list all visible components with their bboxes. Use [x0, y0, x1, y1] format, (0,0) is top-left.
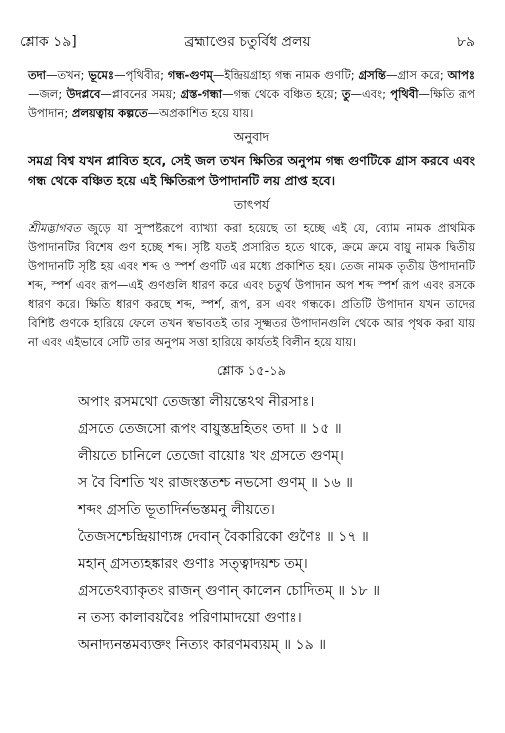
page-body: [28, 66, 475, 659]
synonym-term: গ্রস্ত-গন্ধা: [180, 87, 223, 101]
synonym-term: আপঃ: [447, 68, 476, 82]
translation-text: সমগ্র বিশ্ব যখন প্লাবিত হবে, সেই জল তখন ক্ষিতির অনুপম গন্ধ গুণটিকে গ্রাস করবে এবং গন্ধ থেকে বঞ্চিত হয়ে এই ক্ষিতিরূপ উপাদানটি লয় প্রাপ্ত হবে।: [28, 153, 475, 188]
verse-line: ন তস্য কালাবয়বৈঃ পরিণামাদয়ো গুণাঃ।: [78, 610, 302, 626]
synonym-meaning: তখন;: [57, 68, 89, 82]
synonym-meaning: ইন্দ্রিয়গ্রাহ্য গন্ধ নামক গুণটি;: [224, 68, 359, 82]
page-header: [20, 30, 475, 50]
synonym-term: গ্রসন্তি: [358, 68, 386, 82]
synonym-term: উদপ্লবে: [66, 87, 101, 101]
chapter-title: ব্রহ্মাণ্ডের চতুর্বিধ প্রলয়: [184, 34, 311, 50]
verse-line: লীয়তে চানিলে তেজো বায়োঃ খং গ্রসতে গুণম্।: [78, 448, 344, 464]
verse-line: অপাং রসমথো তেজস্তা লীয়ন্তেঽথ নীরসাঃ।: [78, 394, 315, 410]
synonym-meaning: এবং;: [362, 87, 391, 101]
synonym-term: ভূমেঃ: [88, 68, 115, 82]
word-meanings: তদা—তখন; ভূমেঃ—পৃথিবীর; গন্ধ-গুণম্—ইন্দ্রিয়গ্রাহ্য গন্ধ নামক গুণটি; গ্রসন্তি—গ্রাস করে; আপঃ—জল; উদপ্লবে—প্লাবনের সময়; গ্রস্ত-গন্ধা—গন্ধ থেকে বঞ্চিত হয়ে; তু—এবং; পৃথিবী—ক্ষিতি রূপ উপাদান; প্রলয়ত্বায় কল্পতে—অপ্রকাশিত হয়ে যায়।: [28, 68, 476, 120]
synonym-meaning: গ্রাস করে;: [397, 68, 448, 82]
purport-text: [28, 219, 475, 352]
purport-lead-title: শ্রীমদ্ভাগবত: [28, 221, 81, 235]
synonym-meaning: পৃথিবীর;: [125, 68, 168, 82]
synonym-meaning: অপ্রকাশিত হয়ে যায়।: [159, 106, 254, 120]
synonym-meaning: প্লাবনের সময়;: [111, 87, 181, 101]
synonym-term: প্রলয়ত্বায় কল্পতে: [71, 106, 148, 120]
purport-heading: তাৎপর্য: [233, 197, 270, 212]
verse-title: শ্লোক ১৫-১৯: [216, 364, 287, 379]
verse-line: তৈজসশ্চেন্দ্রিয়াণ্যঙ্গ দেবান্ বৈকারিকো গুণৈঃ ॥ ১৭ ॥: [78, 529, 369, 545]
verse-line: গ্রসতে তেজসো রূপং বায়ুস্তদ্রহিতং তদা ॥ ১৫ ॥: [78, 421, 342, 437]
verse-line: অনাদ্যনন্তমব্যক্তং নিত্যং কারণমব্যয়ম্ ॥ ১৯ ॥: [78, 637, 327, 653]
translation-heading: অনুবাদ: [233, 129, 270, 144]
verse-line: মহান্ গ্রসত্যহঙ্কারং গুণাঃ সত্ত্বাদয়শ্চ তম্।: [78, 556, 308, 572]
page-number: ৮৯: [456, 34, 475, 50]
sanskrit-verses: [78, 389, 475, 659]
synonym-term: তদা: [28, 68, 47, 82]
verse-line: স বৈ বিশতি খং রাজংস্ততশ্চ নভসো গুণম্ ॥ ১৬ ॥: [78, 475, 353, 491]
synonym-term: তু: [341, 87, 351, 101]
verse-line: গ্রসতেঽব্যাকৃতং রাজন্ গুণান্ কালেন চোদিতম্ ॥ ১৮ ॥: [78, 583, 381, 599]
synonym-meaning: জল;: [39, 87, 67, 101]
synonym-term: গন্ধ-গুণম্: [167, 68, 213, 82]
purport-body: জুড়ে যা সুস্পষ্টরূপে ব্যাখ্যা করা হয়েছে তা হচ্ছে এই যে, ব্যোম নামক প্রাথমিক উপাদানটির বিশেষ গুণ হচ্ছে শব্দ। সৃষ্টি যতই প্রসারিত হতে থাকে, ক্রমে ক্রমে বায়ু নামক দ্বিতীয় উপাদানটি সৃষ্টি হয় এবং শব্দ ও স্পর্শ গুণটি এর মধ্যে প্রকাশিত হয়। তেজ নামক তৃতীয় উপাদানটি শব্দ, স্পর্শ এবং রূপ—এই গুণগুলি ধারণ করে এবং চতুর্থ উপাদান অপ শব্দ স্পর্শ রূপ এবং রসকে ধারণ করে। ক্ষিতি ধারণ করছে শব্দ, স্পর্শ, রূপ, রস এবং গন্ধকে। প্রতিটি উপাদান যখন তাদের বিশিষ্ট গুণকে হারিয়ে ফেলে তখন স্বভাবতই তার সূক্ষ্মতর উপাদানগুলি থেকে আর পৃথক করা যায় না এবং এইভাবে সেটি তার অনুপম সত্তা হারিয়ে কার্যতই বিলীন হয়ে যায়।: [28, 221, 475, 349]
synonym-meaning: গন্ধ থেকে বঞ্চিত হয়ে;: [233, 87, 342, 101]
synonym-meaning: ক্ষিতি রূপ উপাদান;: [28, 87, 475, 120]
verse-line: শব্দং গ্রসতি ভূতাদির্নভস্তমনু লীয়তে।: [78, 502, 275, 518]
verse-reference: শ্লোক ১৯]: [20, 34, 77, 50]
synonym-term: পৃথিবী: [390, 87, 419, 101]
